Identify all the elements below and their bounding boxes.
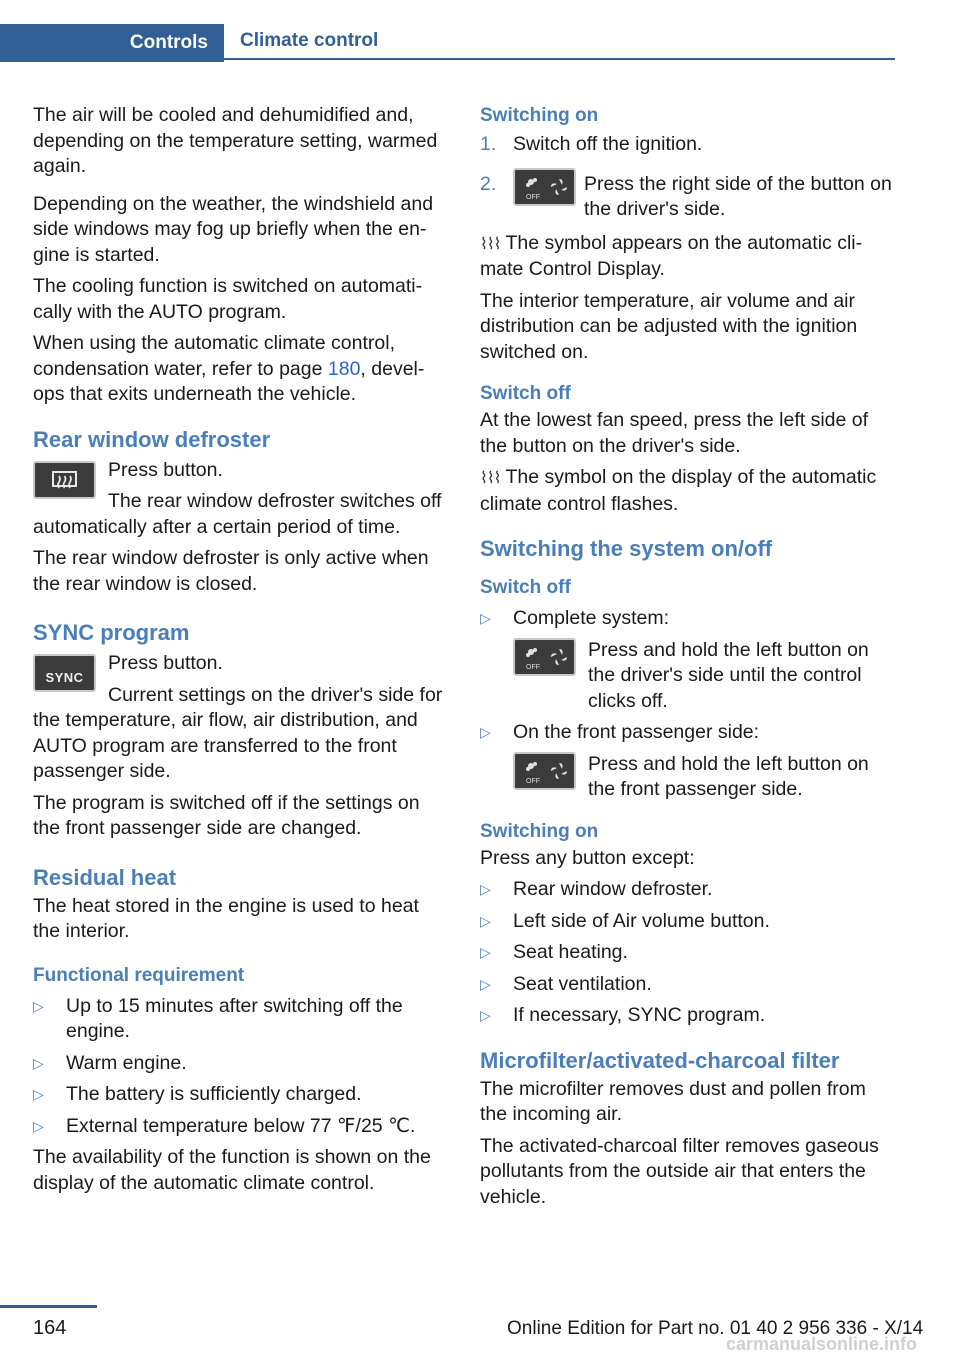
sync-button-icon <box>33 654 96 692</box>
left-column <box>33 103 445 1202</box>
list-text: Seat heating. <box>513 941 628 963</box>
intro-paragraph: The cooling function is switched on automati‐cally with the AUTO program. <box>33 275 423 323</box>
bullet-icon: ▷ <box>33 1086 44 1102</box>
step-number: 2. <box>480 172 497 195</box>
list-item <box>33 994 445 1045</box>
bullet-icon: ▷ <box>480 610 491 626</box>
rear-defroster-text: Press button. <box>108 458 223 481</box>
filter-text: The activated-charcoal filter removes gaseous pollutants from the outside air that enters the vehicle. <box>480 1134 879 1208</box>
list-detail <box>513 752 892 803</box>
section-title-sync-program: SYNC program <box>33 620 190 645</box>
rear-defroster-text: The rear window defroster is only active when the rear window is closed. <box>33 547 429 595</box>
residual-text: The heat stored in the engine is used to heat the interior. <box>33 894 419 942</box>
heat-symbol-icon: ⌇⌇⌇ <box>480 470 501 487</box>
list-item <box>33 1114 445 1140</box>
list-item <box>33 1051 445 1077</box>
page-link-180[interactable]: 180 <box>327 357 361 380</box>
sync-label: SYNC <box>45 670 84 685</box>
list-item <box>480 720 892 803</box>
list-text: Rear window defroster. <box>513 878 713 900</box>
fan-off-button-icon <box>513 168 576 206</box>
step-text: Press the right side of the button on the driver's side. <box>584 172 892 220</box>
list-item <box>480 1003 892 1029</box>
sync-text: Current settings on the driver's side for the temperature, air flow, air distribution, and AUTO program are transferred to the front passenger side. <box>33 683 443 782</box>
interior-text: The interior temperature, air volume and air distribution can be adjusted with the ignition switched on. <box>480 289 858 363</box>
switch-off-text: At the lowest fan speed, press the left side of the button on the driver's side. <box>480 409 869 457</box>
section-title-microfilter: Microfilter/activated-charcoal filter <box>480 1047 840 1073</box>
switching-on-text: Press any button except: <box>480 846 695 869</box>
text: The symbol appears on the automatic cli‐mate Control Display. <box>480 231 863 280</box>
chapter-tab-climate-control[interactable]: Climate control <box>224 24 895 60</box>
list-text: Warm engine. <box>66 1051 187 1074</box>
section-title-residual-heat: Residual heat <box>33 864 177 890</box>
text: When using the automatic climate control, condensation water, refer to page <box>33 332 396 380</box>
rear-defroster-text: The rear window defroster switches off automatically after a certain period of time. <box>33 490 442 538</box>
edition-text: Online Edition for Part no. 01 40 2 956 336 - X/14 <box>507 1318 924 1339</box>
switching-on-list <box>480 877 892 1029</box>
intro-paragraph: Depending on the weather, the windshield and side windows may fog up briefly when the en‐gine is started. <box>33 192 434 266</box>
steps-list <box>480 132 892 223</box>
requirement-list <box>33 994 445 1140</box>
intro-paragraph: The air will be cooled and dehumidified and, depending on the temperature setting, warmed again. <box>33 104 438 177</box>
filter-text: The microfilter removes dust and pollen from the incoming air. <box>480 1077 866 1125</box>
subsection-title-switching-on: Switching on <box>480 820 599 842</box>
list-text: Seat ventilation. <box>513 972 652 995</box>
fan-off-button-icon <box>513 638 576 676</box>
text: The symbol on the display of the automatic climate control flashes. <box>480 466 877 515</box>
symbol-text <box>480 231 892 283</box>
list-item <box>480 972 892 998</box>
step-text: Switch off the ignition. <box>513 133 703 155</box>
fan-off-button-icon <box>513 752 576 790</box>
bullet-icon: ▷ <box>480 944 491 960</box>
page-header <box>0 24 895 62</box>
subsection-title-functional-requirement: Functional requirement <box>33 964 245 986</box>
list-text: Up to 15 minutes after switching off the engine. <box>66 994 403 1042</box>
list-detail <box>513 638 892 715</box>
list-item <box>480 940 892 966</box>
list-item <box>480 877 892 903</box>
step-item <box>480 172 892 223</box>
bullet-icon: ▷ <box>480 975 491 992</box>
section-title-switching-system: Switching the system on/off <box>480 536 773 561</box>
list-text: The battery is sufficiently charged. <box>66 1083 362 1105</box>
step-number: 1. <box>480 133 497 155</box>
page-number: 164 <box>33 1317 67 1339</box>
step-item <box>480 132 892 158</box>
bullet-icon: ▷ <box>480 724 491 740</box>
bullet-icon: ▷ <box>480 912 491 929</box>
bullet-icon: ▷ <box>33 1117 44 1134</box>
off-label: OFF <box>526 193 540 201</box>
list-item <box>33 1082 445 1108</box>
bullet-icon: ▷ <box>33 997 44 1014</box>
list-text: Left side of Air volume button. <box>513 909 770 932</box>
subsection-title-switching-on: Switching on <box>480 105 599 126</box>
section-tab-controls[interactable]: Controls <box>0 24 224 62</box>
rear-defroster-button-icon <box>33 461 96 499</box>
list-text: External temperature below 77 ℉/25 ℃. <box>66 1114 416 1137</box>
list-item <box>480 909 892 935</box>
bullet-icon: ▷ <box>33 1054 44 1071</box>
symbol-text <box>480 465 892 517</box>
list-text: If necessary, SYNC program. <box>513 1004 766 1026</box>
switch-off-list <box>480 606 892 803</box>
sync-text: The program is switched off if the settings on the front passenger side are changed. <box>33 791 420 839</box>
heat-symbol-icon: ⌇⌇⌇ <box>480 235 501 253</box>
text: , devel‐ops that exits underneath the vehicle. <box>33 357 425 405</box>
footer-divider <box>0 1305 97 1308</box>
sync-text: Press button. <box>108 652 223 674</box>
off-label: OFF <box>526 663 540 671</box>
list-item <box>480 606 892 714</box>
detail-text: Press and hold the left button on the front passenger side. <box>588 752 869 800</box>
intro-paragraph <box>33 331 445 408</box>
subsection-title-switch-off: Switch off <box>480 383 571 404</box>
list-text: Complete system: <box>513 607 670 629</box>
subsection-title-switch-off: Switch off <box>480 577 571 598</box>
detail-text: Press and hold the left button on the driver's side until the control clicks off. <box>588 638 869 712</box>
right-column <box>480 103 892 1216</box>
bullet-icon: ▷ <box>480 881 491 897</box>
off-label: OFF <box>526 777 540 785</box>
list-text: On the front passenger side: <box>513 721 760 743</box>
watermark: carmanualsonline.info <box>726 1334 918 1354</box>
section-title-rear-window-defroster: Rear window defroster <box>33 426 271 452</box>
availability-text: The availability of the function is shown on the display of the automatic climate control. <box>33 1146 431 1194</box>
bullet-icon: ▷ <box>480 1007 491 1023</box>
